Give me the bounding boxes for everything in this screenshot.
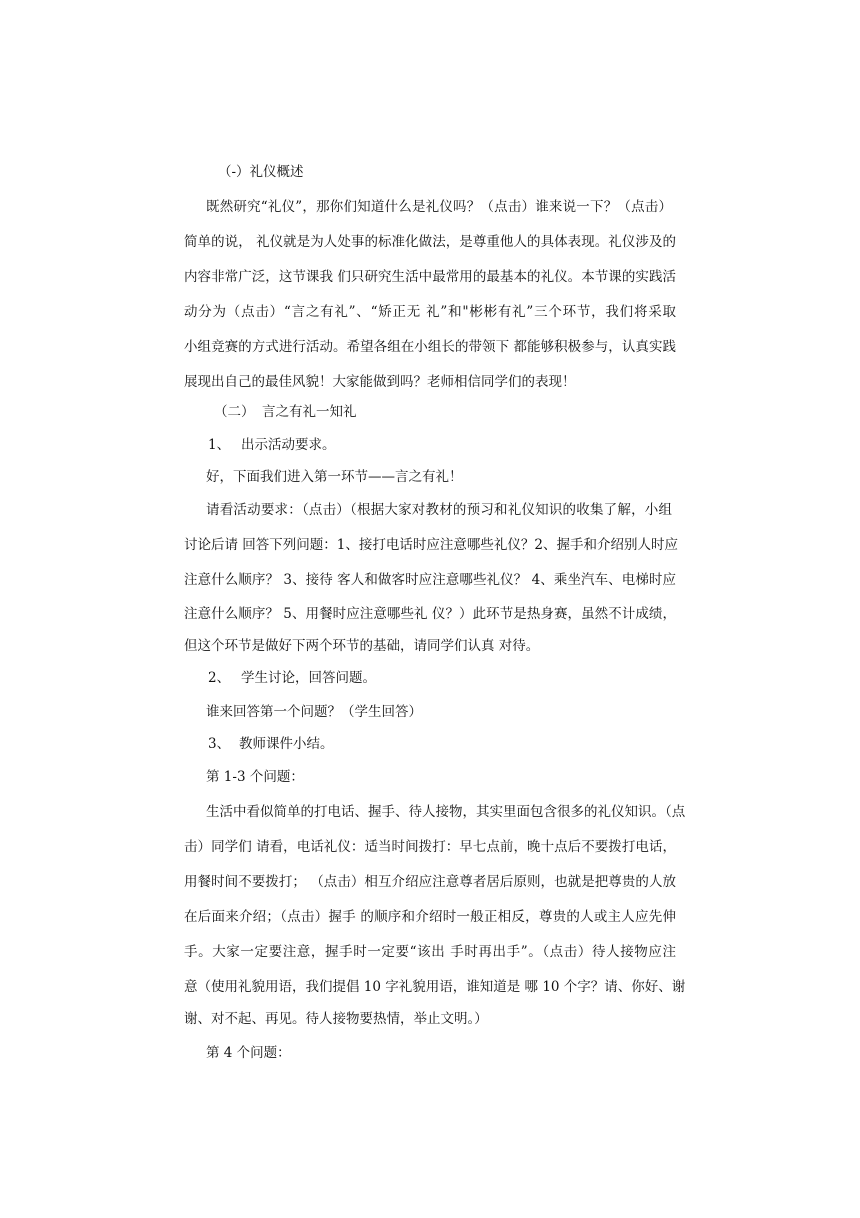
section1-paragraph-line-2: 简单的说， 礼仪就是为人处事的标准化做法，是尊重他人的具体表现。礼仪涉及的 (184, 234, 676, 250)
summary-line-1: 生活中看似简单的打电话、握手、待人接物，其实里面包含很多的礼仪知识。（点 (206, 804, 686, 820)
step1-number: 1、 (208, 437, 231, 453)
step3-number: 3、 (208, 736, 231, 752)
step3-text: 教师课件小结。 (239, 736, 334, 752)
summary-line-7: 谢、对不起、再见。待人接物要热情，举止文明。） (184, 1011, 488, 1027)
requirements-line-4: 注意什么顺序？ 5、用餐时应注意哪些礼 仪？）此环节是热身赛，虽然不计成绩， (184, 606, 676, 622)
step1-text: 出示活动要求。 (241, 437, 336, 453)
requirements-line-1: 请看活动要求：（点击）（根据大家对教材的预习和礼仪知识的收集了解，小组 (206, 502, 672, 518)
summary-line-3: 用餐时间不要拨打； （点击）相互介绍应注意尊者居后原则，也就是把尊贵的人放 (184, 874, 676, 890)
section1-paragraph-line-1: 既然研究“礼仪”，那你们知道什么是礼仪吗？（点击）谁来说一下？（点击） (206, 199, 672, 215)
intro-line: 好，下面我们进入第一环节——言之有礼！ (206, 469, 463, 485)
step2-text: 学生讨论，回答问题。 (241, 670, 376, 686)
summary-line-4: 在后面来介绍；（点击）握手 的顺序和介绍时一般正相反，尊贵的人或主人应先伸 (184, 909, 676, 925)
summary-line-5: 手。大家一定要注意，握手时一定要“该出 手时再出手”。（点击）待人接物应注 (184, 944, 676, 960)
section1-paragraph-line-5: 小组竞赛的方式进行活动。希望各组在小组长的带领下 都能够积极参与，认真实践 (184, 339, 676, 355)
section2-heading-text: 言之有礼一知礼 (262, 404, 357, 420)
requirements-line-2: 讨论后请 回答下列问题：1、接打电话时应注意哪些礼仪？2、握手和介绍别人时应 (184, 537, 678, 553)
section2-heading-number: （二） (214, 404, 255, 420)
summary-line-6: 意（使用礼貌用语，我们提倡 10 字礼貌用语，谁知道是 哪 10 个字？请、你好、谢 (184, 979, 686, 995)
summary-line-2: 击）同学们 请看，电话礼仪：适当时间拨打：早七点前，晚十点后不要拨打电话， (184, 839, 676, 855)
section1-paragraph-line-3: 内容非常广泛，这节课我 们只研究生活中最常用的最基本的礼仪。本节课的实践活 (184, 269, 676, 285)
requirements-line-5: 但这个环节是做好下两个环节的基础，请同学们认真 对待。 (184, 638, 540, 654)
requirements-line-3: 注意什么顺序？ 3、接待 客人和做客时应注意哪些礼仪？ 4、乘坐汽车、电梯时应 (184, 572, 676, 588)
q1-3-title: 第 1-3 个问题： (206, 769, 304, 785)
section1-heading: （-）礼仪概述 (218, 164, 304, 180)
section1-paragraph-line-4: 动分为（点击）“言之有礼”、“矫正无 礼”和"彬彬有礼”三个环节，我们将采取 (184, 304, 676, 320)
q4-title: 第 4 个问题： (206, 1045, 291, 1061)
question-line: 谁来回答第一个问题？（学生回答） (206, 704, 422, 720)
section1-paragraph-line-6: 展现出自己的最佳风貌！大家能做到吗？老师相信同学们的表现！ (184, 374, 576, 390)
step2-number: 2、 (208, 670, 231, 686)
